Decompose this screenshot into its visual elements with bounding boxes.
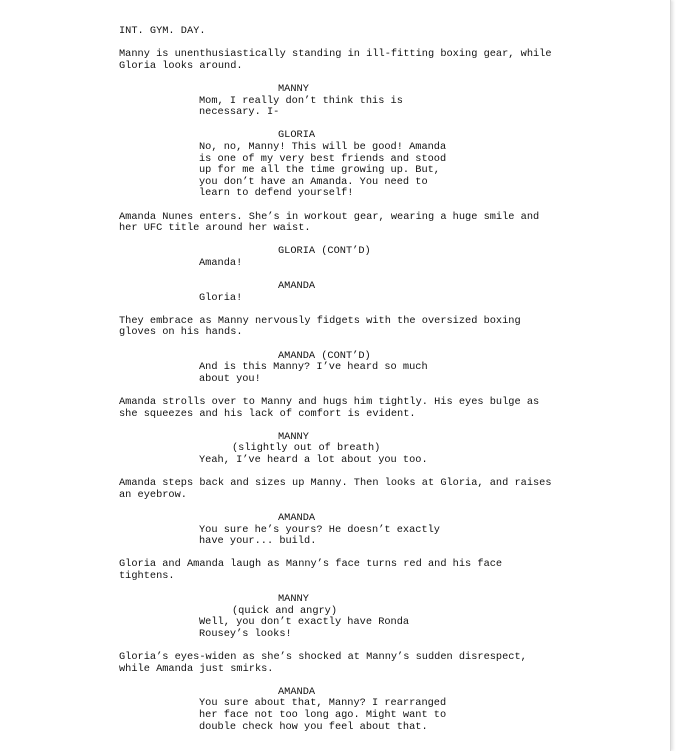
dialogue: Amanda! — [199, 256, 243, 269]
action-line: They embrace as Manny nervously fidgets with the oversized boxing gloves on his hands. — [119, 314, 521, 339]
dialogue: Mom, I really don’t think this is necessary. I- — [199, 94, 403, 119]
dialogue: Yeah, I’ve heard a lot about you too. — [199, 453, 428, 466]
parenthetical: (slightly out of breath) — [232, 442, 381, 455]
parenthetical: (quick and angry) — [232, 604, 338, 617]
character-name: AMANDA — [278, 280, 316, 293]
dialogue: Gloria! — [199, 291, 243, 304]
screenplay-body — [119, 26, 659, 733]
character-name: MANNY — [278, 82, 309, 95]
character-name: AMANDA — [278, 685, 316, 698]
action-line: Manny is unenthusiastically standing in ill-fitting boxing gear, while Gloria looks around. — [119, 48, 552, 72]
character-name: GLORIA — [278, 129, 316, 142]
dialogue: And is this Manny? I’ve heard so much about you! — [199, 361, 428, 385]
dialogue: You sure about that, Manny? I rearranged her face not too long ago. Might want to double check how you feel about that. — [199, 697, 447, 733]
dialogue: You sure he’s yours? He doesn’t exactly have your... build. — [199, 523, 440, 548]
action-line: Amanda steps back and sizes up Manny. Then looks at Gloria, and raises an eyebrow. — [119, 477, 552, 501]
dialogue: No, no, Manny! This will be good! Amanda is one of my very best friends and stood up for me all the time growing up. But, you don’t have an Amanda. You need to learn to defend yourself! — [199, 140, 447, 200]
action-line: Amanda strolls over to Manny and hugs him tightly. His eyes bulge as she squeezes and his lack of comfort is evident. — [119, 396, 540, 420]
action-line: Gloria and Amanda laugh as Manny’s face turns red and his face tightens. — [119, 558, 503, 582]
action-line: Amanda Nunes enters. She’s in workout gear, wearing a huge smile and her UFC title around her waist. — [119, 210, 540, 235]
scene-heading: INT. GYM. DAY. — [119, 25, 206, 37]
action-line: Gloria’s eyes-widen as she’s shocked at Manny’s sudden disrespect, while Amanda just smirks. — [119, 651, 527, 675]
dialogue: Well, you don’t exactly have Ronda Rousey’s looks! — [199, 616, 410, 640]
character-name: AMANDA (CONT’D) — [278, 349, 371, 362]
character-name: MANNY — [278, 593, 309, 606]
character-name: MANNY — [278, 430, 309, 443]
character-name: AMANDA — [278, 511, 316, 524]
character-name: GLORIA (CONT’D) — [278, 245, 371, 258]
